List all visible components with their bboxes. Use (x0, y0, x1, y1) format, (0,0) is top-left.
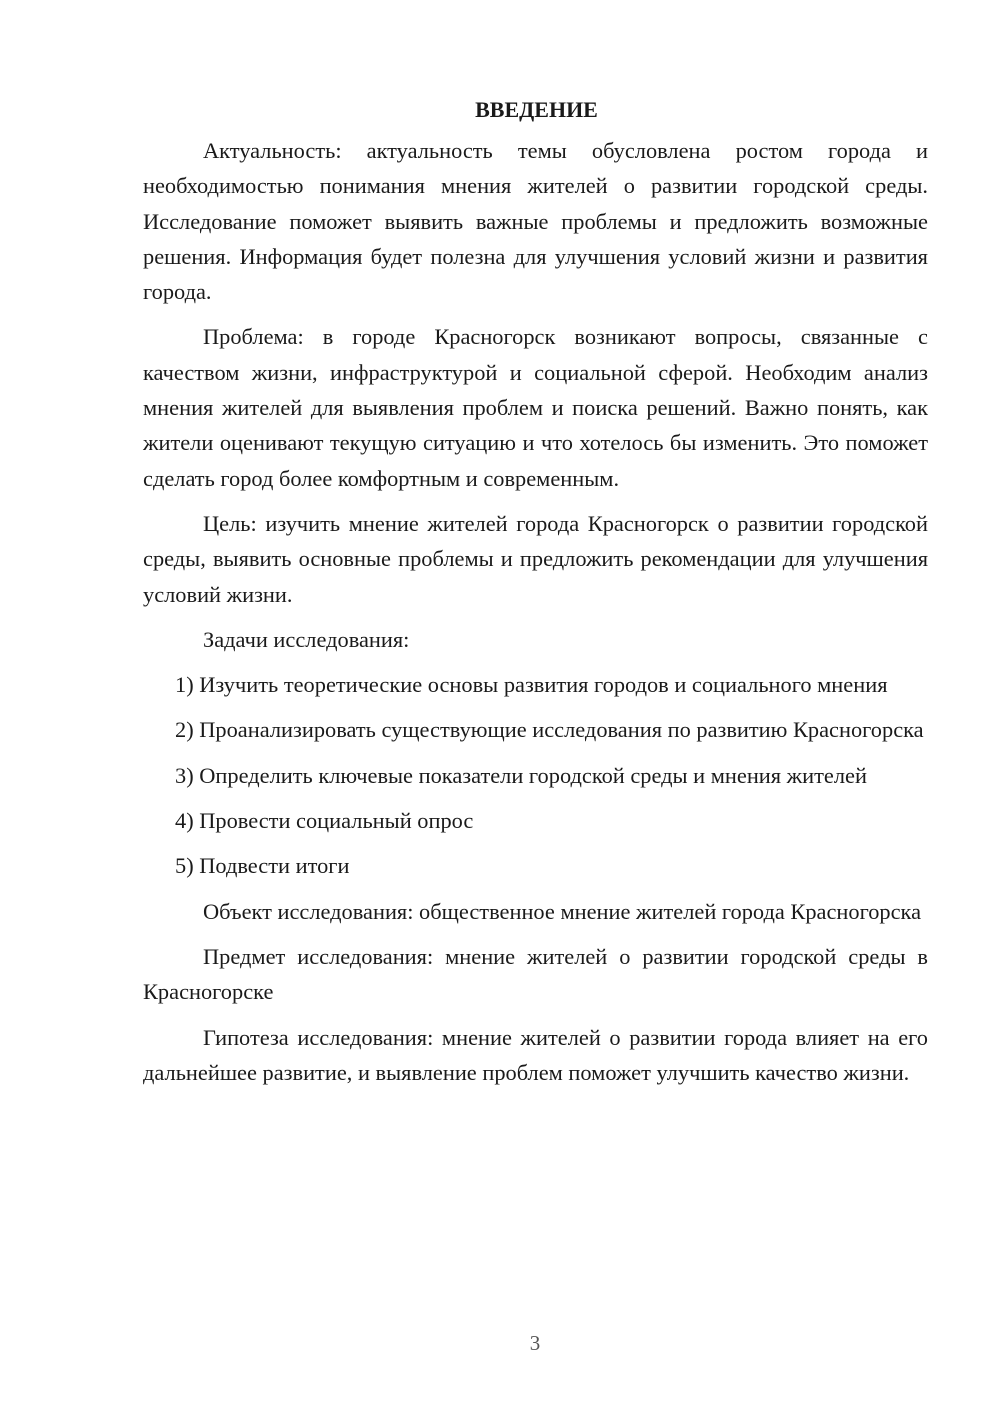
tasks-intro: Задачи исследования: (203, 626, 410, 652)
page-number: 3 (529, 1331, 541, 1355)
task-item-2: 2) Проанализировать существующие исследования по развитию Красногорска (175, 717, 924, 743)
task-item-4: 4) Провести социальный опрос (175, 808, 474, 834)
goal-paragraph: Цель: изучить мнение жителей города Красногорск о развитии городской среды, выявить основные проблемы и предложить рекомендации для улучшения условий жизни. (143, 510, 928, 607)
task-item-1: 1) Изучить теоретические основы развития городов и социального мнения (175, 672, 888, 698)
object-paragraph: Объект исследования: общественное мнение жителей города Красногорска (203, 898, 922, 924)
task-item-3: 3) Определить ключевые показатели городской среды и мнения жителей (175, 762, 867, 788)
problem-paragraph: Проблема: в городе Красногорск возникают вопросы, связанные с качеством жизни, инфраструктурой и социальной сферой. Необходим анализ мнения жителей для выявления проблем и поиска решений. Важно понять, как жители оценивают текущую ситуацию и что хотелось бы изменить. Это поможет сделать город более комфортным и современным. (143, 324, 928, 491)
relevance-paragraph: Актуальность: актуальность темы обусловлена ростом города и необходимостью понимания мнения жителей о развитии городской среды. Исследование поможет выявить важные проблемы и предложить возможные решения. Информация будет полезна для улучшения условий жизни и развития города. (143, 138, 928, 305)
document-page (143, 92, 928, 1100)
subject-paragraph: Предмет исследования: мнение жителей о развитии городской среды в Красногорске (143, 943, 928, 1005)
section-heading: ВВЕДЕНИЕ (475, 97, 598, 122)
hypothesis-paragraph: Гипотеза исследования: мнение жителей о развитии города влияет на его дальнейшее развитие, и выявление проблем поможет улучшить качество жизни. (143, 1024, 928, 1085)
task-item-5: 5) Подвести итоги (175, 853, 350, 879)
